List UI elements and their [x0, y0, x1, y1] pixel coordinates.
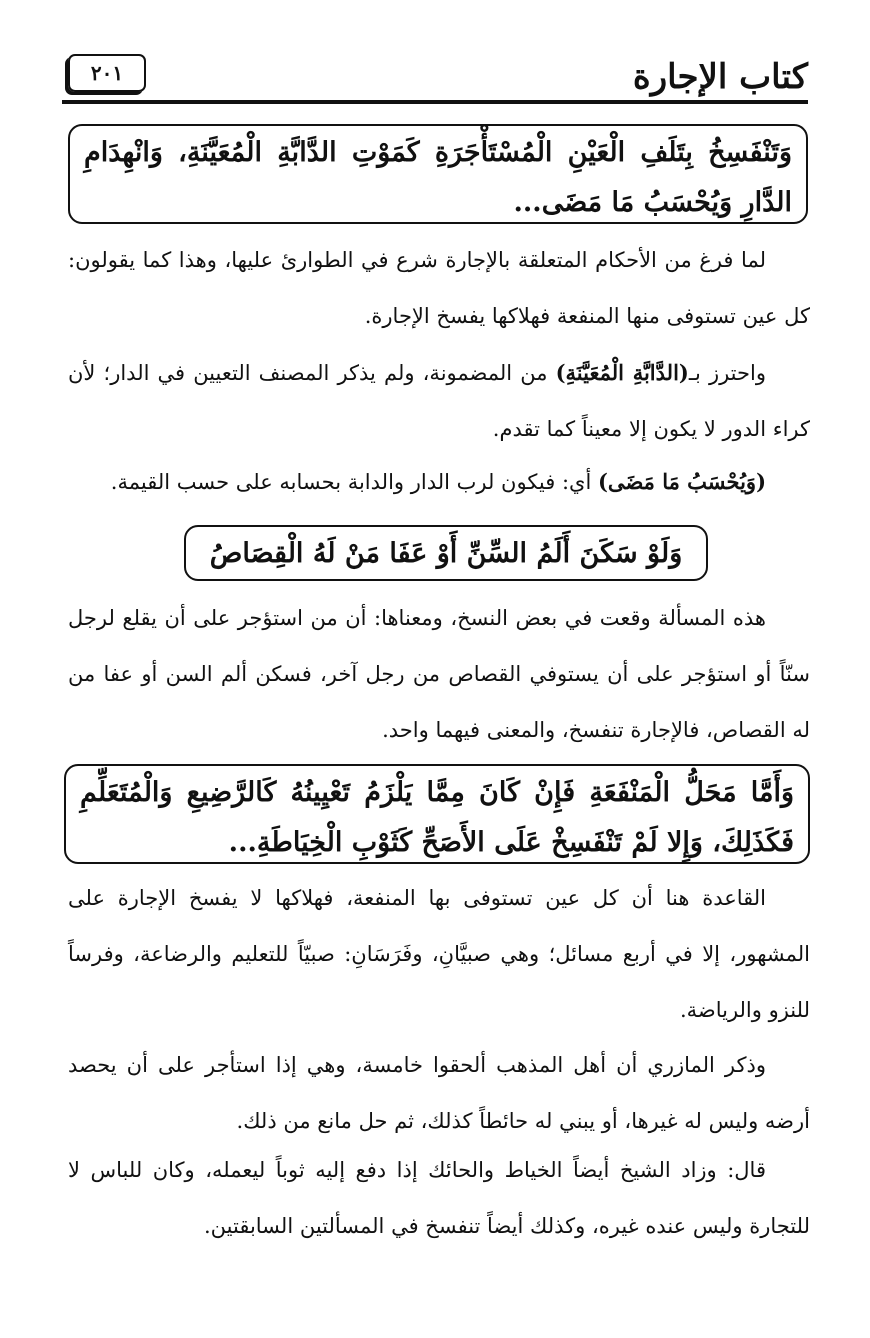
header-rule [62, 100, 808, 104]
paragraph-text: من المضمونة، ولم يذكر المصنف التعيين في الدار؛ لأن كراء الدور لا يكون إلا معيناً كما تقدم. [68, 361, 810, 441]
paragraph-text: أي: فيكون لرب الدار والدابة بحسابه على حسب القيمة. [110, 470, 598, 494]
page-header [62, 52, 808, 104]
commentary-paragraph-7: قال: وزاد الشيخ أيضاً الخياط والحائك إذا دفع إليه ثوباً ليعمله، وكان للباس لا للتجارة وليس عنده غيره، وكذلك أيضاً تنفسخ في المسألتين السابقتين. [68, 1158, 810, 1238]
commentary-paragraph-4: هذه المسألة وقعت في بعض النسخ، ومعناها: أن من استؤجر على أن يقلع لرجل سنّاً أو استؤجر على أن يستوفي القصاص من رجل آخر، فسكن ألم السن أو عفا من له القصاص، فالإجارة تنفسخ، والمعنى فيهما واحد. [68, 606, 810, 742]
quoted-matn: (الدَّابَّةِ الْمُعَيَّنَةِ) [555, 360, 689, 385]
quoted-matn: (وَيُحْسَبُ مَا مَضَى) [598, 469, 766, 494]
book-title: كتاب الإجارة [632, 57, 808, 97]
commentary-paragraph-3 [68, 458, 810, 506]
commentary-paragraph-6: وذكر المازري أن أهل المذهب ألحقوا خامسة، وهي إذا استأجر على أن يحصد أرضه وليس له غيرها، أو يبني له حائطاً كذلك، ثم حل مانع من ذلك. [68, 1053, 810, 1133]
commentary-paragraph-1: لما فرغ من الأحكام المتعلقة بالإجارة شرع في الطوارئ عليها، وهذا كما يقولون: كل عين تستوفى منها المنفعة فهلاكها يفسخ الإجارة. [68, 248, 810, 328]
matn-box-1: وَتَنْفَسِخُ بِتَلَفِ الْعَيْنِ الْمُسْتَأْجَرَةِ كَمَوْتِ الدَّابَّةِ الْمُعَيَّنَةِ، وَانْهِدَامِ الدَّارِ وَيُحْسَبُ مَا مَضَى... [68, 124, 808, 224]
commentary-paragraph-2 [68, 345, 810, 457]
commentary-paragraph-5: القاعدة هنا أن كل عين تستوفى بها المنفعة، فهلاكها لا يفسخ الإجارة على المشهور، إلا في أربع مسائل؛ وهي صبيَّانِ، وفَرَسَانِ: صبيّاً للتعليم والرضاعة، وفرساً للنزو والرياضة. [68, 886, 810, 1022]
page-number-box: ٢٠١ [68, 54, 146, 92]
paragraph-text: واحترز بـ [688, 361, 766, 385]
matn-box-3: وَأَمَّا مَحَلُّ الْمَنْفَعَةِ فَإِنْ كَانَ مِمَّا يَلْزَمُ تَعْيِينُهُ كَالرَّضِيعِ وَالْمُتَعَلِّمِ فَكَذَلِكَ، وَإِلا لَمْ تَنْفَسِخْ عَلَى الأَصَحِّ كَثَوْبِ الْخِيَاطَةِ... [64, 764, 810, 864]
matn-box-2: وَلَوْ سَكَنَ أَلَمُ السِّنِّ أَوْ عَفَا مَنْ لَهُ الْقِصَاصُ [184, 525, 708, 581]
